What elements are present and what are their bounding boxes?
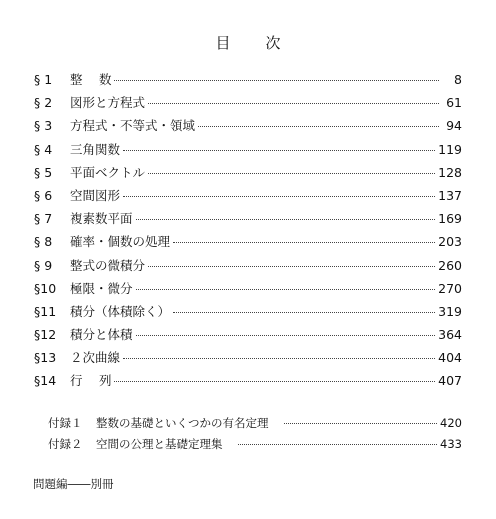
leader-dots: [136, 218, 436, 220]
section-number: § 7: [34, 211, 53, 227]
section-title: 整 数: [70, 72, 112, 87]
appendix-label: 付録１: [48, 416, 83, 430]
section-title: 平面ベクトル: [70, 164, 146, 180]
section-title: 複素数平面: [70, 211, 133, 227]
section-title: 積分と体積: [70, 327, 133, 343]
toc-entry[interactable]: [34, 369, 462, 392]
leader-dots: [148, 172, 435, 174]
leader-dots: [238, 443, 438, 445]
toc-entry[interactable]: [34, 114, 462, 137]
page-number: 61: [446, 95, 462, 111]
section-number: § 4: [34, 141, 53, 157]
toc-entry[interactable]: [34, 323, 462, 346]
section-number: §14: [34, 373, 57, 389]
leader-dots: [173, 241, 435, 243]
section-number: § 8: [34, 234, 53, 250]
page-number: 420: [440, 416, 462, 430]
section-number: §12: [34, 327, 57, 343]
section-title: 積分（体積除く）: [70, 303, 171, 319]
toc-entry[interactable]: [34, 300, 462, 323]
section-number: § 3: [34, 118, 53, 134]
toc-entry[interactable]: [34, 184, 462, 207]
page-number: 270: [438, 280, 462, 296]
section-number: §11: [34, 303, 57, 319]
page-number: 407: [438, 373, 462, 389]
appendix-label: 付録２: [48, 437, 83, 451]
page-number: 8: [454, 72, 462, 87]
toc-entry[interactable]: [34, 346, 462, 369]
section-number: § 1: [34, 72, 53, 87]
appendix-list: [48, 413, 462, 455]
problem-section-note: 問題編――別冊: [33, 477, 114, 491]
toc-entry[interactable]: [34, 138, 462, 161]
leader-dots: [136, 288, 436, 290]
page-number: 319: [438, 303, 462, 319]
section-title: 確率・個数の処理: [70, 234, 171, 250]
toc-entry[interactable]: [34, 230, 462, 253]
page-number: 404: [438, 350, 462, 366]
leader-dots: [284, 422, 438, 424]
leader-dots: [148, 265, 435, 267]
leader-dots: [173, 311, 435, 313]
leader-dots: [123, 357, 435, 359]
section-number: § 2: [34, 95, 53, 111]
page-number: 137: [438, 187, 462, 203]
page-number: 364: [438, 327, 462, 343]
page-number: 169: [438, 211, 462, 227]
appendix-entry[interactable]: [48, 434, 462, 455]
toc-entry[interactable]: [34, 254, 462, 277]
toc-entry[interactable]: [34, 91, 462, 114]
leader-dots: [148, 102, 439, 104]
page-number: 119: [438, 141, 462, 157]
page-number: 94: [446, 118, 462, 134]
section-title: 整式の微積分: [70, 257, 146, 273]
appendix-title: 空間の公理と基礎定理集: [96, 437, 223, 451]
section-title: 極限・微分: [70, 280, 133, 296]
toc-entry[interactable]: [34, 161, 462, 184]
toc-entry[interactable]: [34, 68, 462, 91]
appendix-entry[interactable]: [48, 413, 462, 434]
section-title: 行 列: [70, 373, 112, 389]
toc-list: [34, 68, 462, 393]
leader-dots: [114, 79, 439, 81]
page-number: 203: [438, 234, 462, 250]
toc-entry[interactable]: [34, 207, 462, 230]
leader-dots: [114, 380, 435, 382]
section-number: §13: [34, 350, 57, 366]
leader-dots: [136, 334, 436, 336]
section-title: 空間図形: [70, 187, 121, 203]
appendix-title: 整数の基礎といくつかの有名定理: [96, 416, 269, 430]
page-title: 目 次: [215, 34, 291, 52]
leader-dots: [123, 149, 435, 151]
section-title: 図形と方程式: [70, 95, 146, 111]
section-title: 方程式・不等式・領域: [70, 118, 196, 134]
page-number: 128: [438, 164, 462, 180]
section-number: §10: [34, 280, 57, 296]
leader-dots: [198, 125, 439, 127]
page-number: 260: [438, 257, 462, 273]
section-number: § 6: [34, 187, 53, 203]
leader-dots: [123, 195, 435, 197]
toc-entry[interactable]: [34, 277, 462, 300]
section-number: § 5: [34, 164, 53, 180]
section-title: 三角関数: [70, 141, 121, 157]
section-number: § 9: [34, 257, 53, 273]
section-title: ２次曲線: [70, 350, 121, 366]
page-number: 433: [440, 437, 462, 451]
